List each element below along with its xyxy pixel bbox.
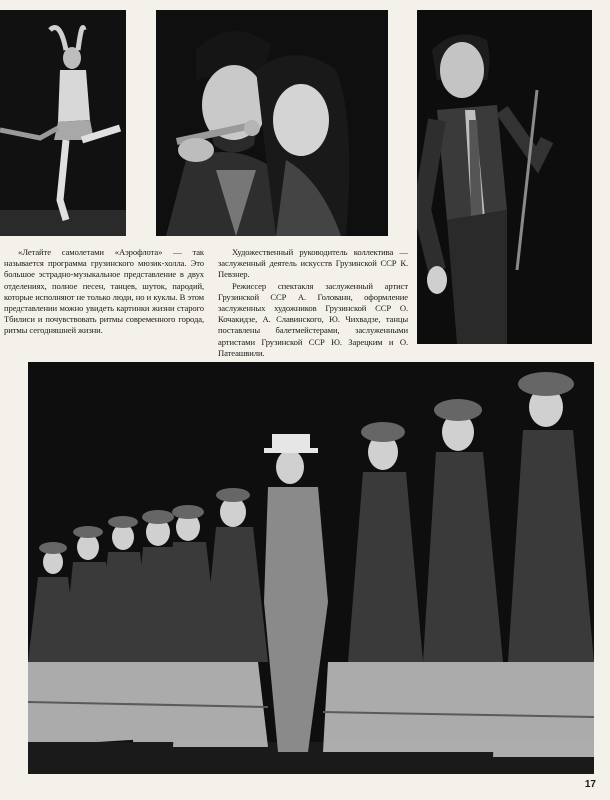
photo-singer-on-stage — [417, 10, 592, 344]
caption-left-paragraph: «Летайте самолетами «Аэрофлота» — так называется программа грузинского мюзик-холла. Это большое эстрадно-музыкальное представление в двух отделениях, полное песен, танцев, шуток, пародий, которые исполняют не только люди, но и куклы. В этом представлении можно увидеть картинки жизни старого Тбилиси и почувствовать ритмы современного города, ритмы сегодняшней жизни. — [4, 247, 204, 336]
caption-right-paragraph-2: Режиссер спектакля заслуженный артист Грузинской ССР А. Голованн, оформление заслуженных художников Грузинской ССР О. Кочакидзе, А. Славинского, Ю. Чихвадзе, танцы поставлены балетмейстерами, заслуженными артистами Грузинской ССР Ю. Зарецким и О. Патеашвили. — [218, 280, 408, 358]
photo-duet-microphone — [156, 10, 388, 236]
page-number: 17 — [584, 779, 596, 790]
caption-left-column — [4, 247, 204, 337]
caption-right-column — [218, 247, 408, 359]
photo-solo-dancer — [0, 10, 126, 236]
caption-right-paragraph-1: Художественный руководитель коллектива — заслуженный деятель искусств Грузинской ССР К. Певзнер. — [218, 247, 408, 280]
photo-dance-ensemble — [28, 362, 594, 774]
